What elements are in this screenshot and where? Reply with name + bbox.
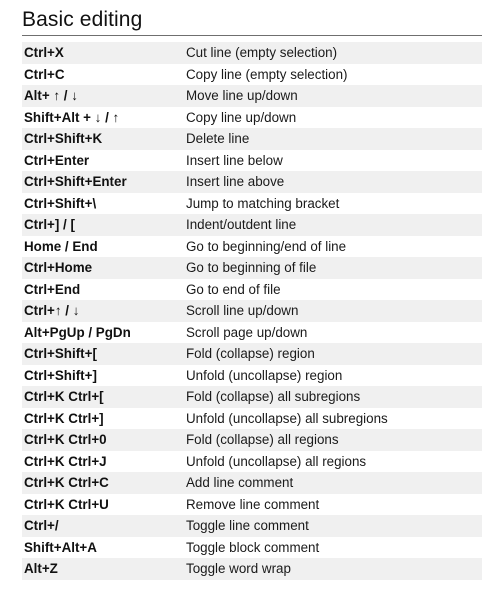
- shortcut-keys: Ctrl+] / [: [22, 214, 186, 236]
- shortcut-description: Fold (collapse) region: [186, 343, 482, 365]
- shortcut-description: Toggle line comment: [186, 515, 482, 537]
- shortcut-row: [22, 300, 482, 322]
- shortcut-keys: Home / End: [22, 236, 186, 258]
- shortcut-keys: Alt+Z: [22, 558, 186, 580]
- shortcut-description: Go to beginning of file: [186, 257, 482, 279]
- shortcut-keys: Shift+Alt+A: [22, 537, 186, 559]
- shortcut-row: [22, 429, 482, 451]
- shortcut-row: [22, 365, 482, 387]
- shortcut-row: [22, 85, 482, 107]
- shortcut-row: [22, 515, 482, 537]
- shortcut-description: Remove line comment: [186, 494, 482, 516]
- shortcut-row: [22, 128, 482, 150]
- shortcut-keys: Ctrl+Shift+[: [22, 343, 186, 365]
- shortcut-keys: Alt+PgUp / PgDn: [22, 322, 186, 344]
- shortcut-keys: Ctrl+K Ctrl+C: [22, 472, 186, 494]
- shortcut-description: Fold (collapse) all regions: [186, 429, 482, 451]
- shortcut-row: [22, 171, 482, 193]
- shortcut-description: Cut line (empty selection): [186, 42, 482, 64]
- shortcut-row: [22, 64, 482, 86]
- shortcut-description: Toggle block comment: [186, 537, 482, 559]
- shortcut-row: [22, 558, 482, 580]
- shortcut-row: [22, 322, 482, 344]
- shortcut-row: [22, 214, 482, 236]
- shortcut-description: Scroll line up/down: [186, 300, 482, 322]
- shortcut-keys: Ctrl+K Ctrl+J: [22, 451, 186, 473]
- shortcut-row: [22, 257, 482, 279]
- shortcut-description: Unfold (uncollapse) all regions: [186, 451, 482, 473]
- shortcut-keys: Ctrl+K Ctrl+U: [22, 494, 186, 516]
- shortcut-keys: Ctrl+Shift+\: [22, 193, 186, 215]
- shortcut-keys: Ctrl+Enter: [22, 150, 186, 172]
- shortcut-description: Copy line up/down: [186, 107, 482, 129]
- shortcut-keys: Ctrl+↑ / ↓: [22, 300, 186, 322]
- shortcut-description: Scroll page up/down: [186, 322, 482, 344]
- shortcut-row: [22, 451, 482, 473]
- shortcut-keys: Ctrl+K Ctrl+]: [22, 408, 186, 430]
- shortcut-keys: Ctrl+K Ctrl+[: [22, 386, 186, 408]
- shortcut-description: Copy line (empty selection): [186, 64, 482, 86]
- shortcut-table: [22, 42, 482, 580]
- shortcut-keys: Alt+ ↑ / ↓: [22, 85, 186, 107]
- shortcut-description: Delete line: [186, 128, 482, 150]
- shortcut-keys: Ctrl+C: [22, 64, 186, 86]
- shortcut-row: [22, 279, 482, 301]
- shortcut-keys: Ctrl+/: [22, 515, 186, 537]
- shortcut-row: [22, 236, 482, 258]
- shortcut-keys: Ctrl+End: [22, 279, 186, 301]
- shortcut-description: Indent/outdent line: [186, 214, 482, 236]
- shortcut-row: [22, 472, 482, 494]
- shortcut-description: Toggle word wrap: [186, 558, 482, 580]
- shortcut-row: [22, 386, 482, 408]
- shortcut-row: [22, 150, 482, 172]
- shortcut-row: [22, 42, 482, 64]
- shortcut-description: Unfold (uncollapse) region: [186, 365, 482, 387]
- shortcut-description: Fold (collapse) all subregions: [186, 386, 482, 408]
- shortcut-row: [22, 107, 482, 129]
- shortcut-description: Go to beginning/end of line: [186, 236, 482, 258]
- shortcut-description: Jump to matching bracket: [186, 193, 482, 215]
- shortcut-row: [22, 193, 482, 215]
- shortcut-row: [22, 494, 482, 516]
- shortcut-description: Go to end of file: [186, 279, 482, 301]
- title-divider: [22, 35, 482, 36]
- shortcut-keys: Ctrl+Shift+K: [22, 128, 186, 150]
- shortcut-keys: Ctrl+Home: [22, 257, 186, 279]
- shortcut-description: Insert line above: [186, 171, 482, 193]
- shortcut-keys: Ctrl+K Ctrl+0: [22, 429, 186, 451]
- section-title: Basic editing: [22, 8, 143, 31]
- shortcut-keys: Ctrl+Shift+Enter: [22, 171, 186, 193]
- shortcut-keys: Shift+Alt + ↓ / ↑: [22, 107, 186, 129]
- shortcut-rows: [22, 42, 482, 580]
- shortcut-keys: Ctrl+X: [22, 42, 186, 64]
- shortcut-description: Unfold (uncollapse) all subregions: [186, 408, 482, 430]
- shortcut-description: Add line comment: [186, 472, 482, 494]
- shortcut-keys: Ctrl+Shift+]: [22, 365, 186, 387]
- shortcut-row: [22, 408, 482, 430]
- shortcut-row: [22, 343, 482, 365]
- shortcut-description: Insert line below: [186, 150, 482, 172]
- shortcut-row: [22, 537, 482, 559]
- shortcut-description: Move line up/down: [186, 85, 482, 107]
